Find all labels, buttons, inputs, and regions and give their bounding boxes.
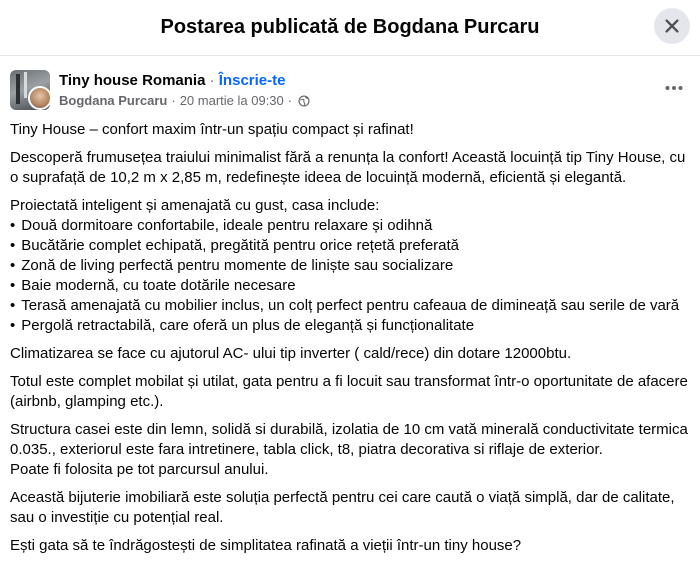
close-icon (663, 17, 681, 35)
group-name-link[interactable]: Tiny house Romania (59, 72, 206, 89)
post-body (10, 120, 694, 564)
separator-dot: · (171, 93, 176, 108)
post-paragraph: Poate fi folosita pe tot parcursul anului. (10, 461, 269, 478)
post-meta (59, 92, 310, 110)
join-group-link[interactable]: Înscrie-te (218, 72, 286, 89)
close-button[interactable] (654, 8, 690, 44)
dialog-header (0, 0, 700, 56)
author-avatar[interactable] (28, 86, 52, 110)
more-options-button[interactable] (660, 74, 688, 102)
list-item: • Terasă amenajată cu mobilier inclus, un colț perfect pentru cafeaua de dimineață sau serile de vară (10, 296, 694, 316)
post-paragraph: Ești gata să te îndrăgostești de simplitatea rafinată a vieții într-un tiny house? (10, 537, 522, 554)
more-horizontal-icon (665, 85, 683, 91)
list-item: • Două dormitoare confortabile, ideale pentru relaxare și odihnă (10, 216, 694, 236)
post-paragraph: Totul este complet mobilat și utilat, gata pentru a fi locuit sau transformat într-o oportunitate de afacere (airbnb, glamping etc.). (10, 373, 688, 410)
list-item: • Zonă de living perfectă pentru momente de liniște sau socializare (10, 256, 694, 276)
list-item: • Bucătărie complet echipată, pregătită pentru orice rețetă preferată (10, 236, 694, 256)
feature-list-intro: Proiectată inteligent și amenajată cu gust, casa include: (10, 197, 380, 214)
author-name-link[interactable]: Bogdana Purcaru (59, 93, 168, 108)
post-paragraph: Structura casei este din lemn, solidă si durabilă, izolatia de 10 cm vată minerală conductivitate termica 0.035., exteriorul este fara intretinere, tabla click, t8, piatra decorativa si riflaje de exterior. (10, 421, 688, 458)
post-date-link[interactable]: 20 martie la 09:30 (179, 93, 284, 108)
post-header (10, 70, 690, 110)
separator-dot: · (209, 72, 215, 89)
separator-dot: · (287, 93, 293, 108)
feature-list (10, 216, 694, 336)
post-paragraph: Această bijuterie imobiliară este soluția perfectă pentru cei care caută o viață simplă, dar de calitate, sau o investiție cu potențial real. (10, 489, 675, 526)
list-item: • Pergolă retractabilă, care oferă un plus de eleganță și funcționalitate (10, 316, 694, 336)
post-headline: Tiny House – confort maxim într-un spațiu compact și rafinat! (10, 121, 414, 138)
post-paragraph: Climatizarea se face cu ajutorul AC- ului tip inverter ( cald/rece) din dotare 12000btu. (10, 345, 572, 362)
group-line (59, 71, 285, 91)
globe-icon[interactable] (298, 95, 310, 107)
post-paragraph: Descoperă frumusețea traiului minimalist fără a renunța la confort! Această locuință tip Tiny House, cu o suprafață de 10,2 m x 2,85 m, redefinește ideea de locuință modernă, eficientă și elegantă. (10, 149, 686, 186)
list-item: • Baie modernă, cu toate dotările necesare (10, 276, 694, 296)
dialog-title: Postarea publicată de Bogdana Purcaru (160, 16, 540, 38)
